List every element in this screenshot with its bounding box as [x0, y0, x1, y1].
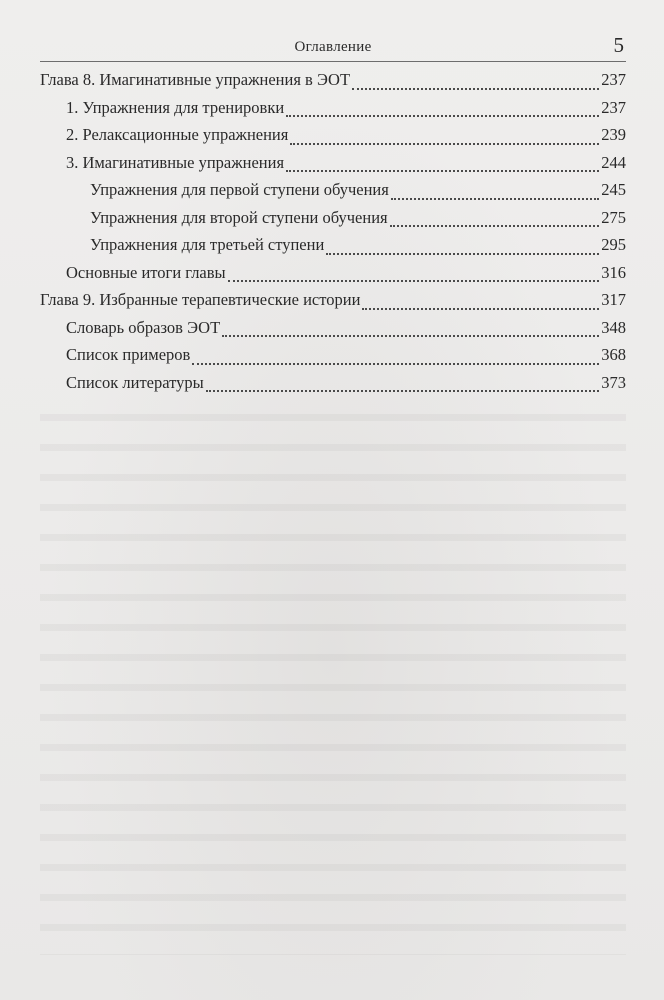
running-title: Оглавление — [294, 39, 372, 55]
running-header — [40, 33, 626, 62]
dot-leader — [391, 197, 599, 200]
dot-leader — [228, 279, 600, 282]
toc-entry — [40, 125, 626, 153]
toc-entry-title: Словарь образов ЭОТ — [66, 317, 221, 337]
toc-entry — [40, 345, 626, 373]
dot-leader — [352, 87, 599, 90]
toc-entry — [40, 318, 626, 346]
show-through-text — [40, 395, 626, 955]
toc-entry-page: 348 — [601, 317, 626, 337]
table-of-contents — [40, 70, 626, 400]
toc-entry-title: 3. Имагинативные упражнения — [66, 152, 285, 172]
toc-entry-title: Упражнения для третьей ступени — [90, 235, 325, 254]
toc-entry-title: 2. Релаксационные упражнения — [66, 125, 289, 144]
toc-entry — [40, 153, 626, 181]
dot-leader — [192, 362, 599, 365]
toc-entry-page: 275 — [601, 207, 626, 227]
toc-entry — [40, 235, 626, 263]
toc-entry-title: Упражнения для второй ступени обучения — [90, 207, 388, 227]
dot-leader — [290, 142, 599, 145]
dot-leader — [362, 307, 599, 310]
dot-leader — [206, 389, 600, 392]
toc-entry-title: 1. Упражнения для тренировки — [66, 97, 285, 117]
toc-entry-title: Список литературы — [66, 372, 204, 392]
toc-entry-page: 245 — [601, 180, 626, 199]
toc-entry — [40, 208, 626, 236]
toc-entry-page: 237 — [601, 70, 626, 89]
dot-leader — [390, 224, 600, 227]
toc-entry — [40, 373, 626, 401]
toc-entry-title: Упражнения для первой ступени обучения — [90, 180, 389, 199]
dot-leader — [286, 114, 599, 117]
toc-entry-page: 317 — [601, 290, 626, 309]
toc-entry-title: Основные итоги главы — [66, 262, 226, 282]
dot-leader — [286, 169, 599, 172]
toc-entry — [40, 263, 626, 291]
toc-entry-page: 295 — [601, 235, 626, 254]
toc-entry-page: 373 — [601, 372, 626, 392]
page-number: 5 — [613, 33, 624, 57]
toc-entry-page: 237 — [601, 97, 626, 117]
toc-entry — [40, 180, 626, 208]
toc-entry-page: 244 — [601, 152, 626, 172]
toc-entry — [40, 70, 626, 98]
toc-entry-title: Глава 9. Избранные терапевтические истории — [40, 290, 361, 309]
toc-entry — [40, 98, 626, 126]
toc-entry-title: Глава 8. Имагинативные упражнения в ЭОТ — [40, 70, 351, 89]
toc-entry-page: 368 — [601, 345, 626, 364]
toc-entry-title: Список примеров — [66, 345, 191, 364]
dot-leader — [222, 334, 599, 337]
toc-entry-page: 316 — [601, 262, 626, 282]
dot-leader — [326, 252, 599, 255]
toc-entry — [40, 290, 626, 318]
toc-entry-page: 239 — [601, 125, 626, 144]
